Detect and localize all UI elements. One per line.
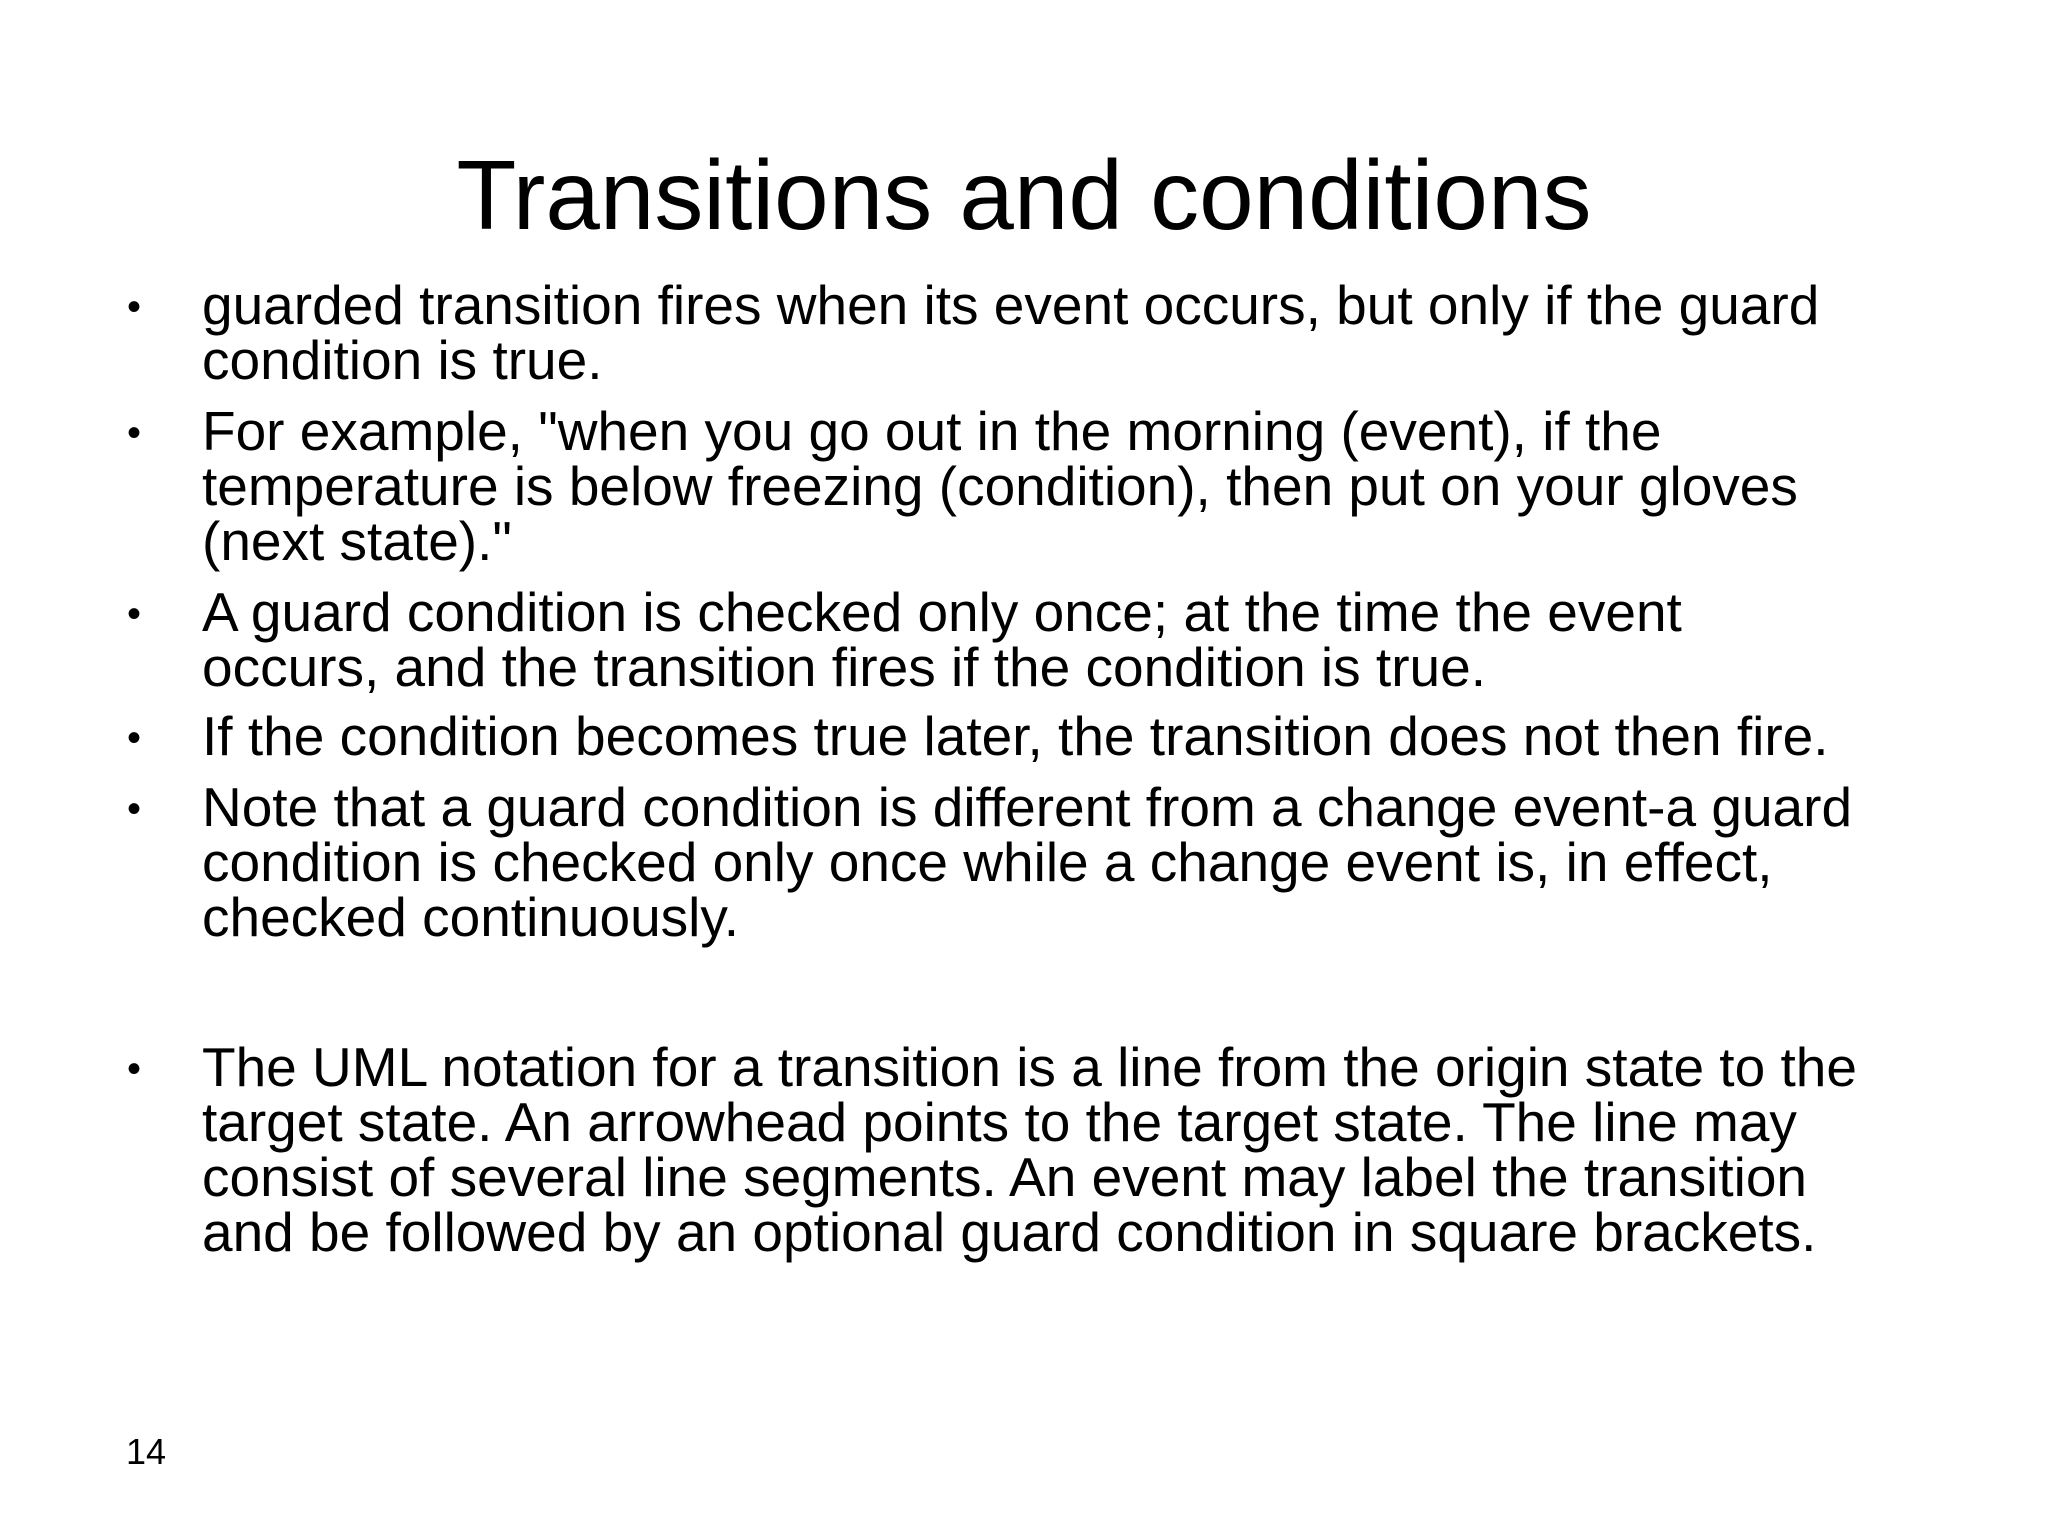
bullet-text: [202, 1036, 2002, 1263]
bullet-line: consist of several line segments. An event may label the transition: [202, 1146, 1808, 1208]
bullet-line: Note that a guard condition is different from a change event-a guard: [202, 776, 1853, 838]
bullet-text: [202, 581, 2002, 698]
bullet-line: condition is checked only once while a change event is, in effect,: [202, 831, 1773, 893]
bullet-line: A guard condition is checked only once; at the time the event: [202, 581, 1682, 643]
bullet-line: target state. An arrowhead points to the target state. The line may: [202, 1091, 1797, 1153]
bullet-line: guarded transition fires when its event occurs, but only if the guard: [202, 274, 1820, 336]
bullet-symbol: •: [127, 716, 142, 760]
bullet-text: [202, 705, 2002, 767]
bullet-symbol: •: [127, 1047, 142, 1091]
bullet-line: The UML notation for a transition is a line from the origin state to the: [202, 1036, 1857, 1098]
bullet-text: [202, 400, 2002, 572]
bullet-line: For example, "when you go out in the morning (event), if the: [202, 400, 1662, 462]
bullet-text: [202, 776, 2002, 948]
bullet-symbol: •: [127, 787, 142, 831]
bullet-line: temperature is below freezing (condition), then put on your gloves: [202, 455, 1798, 517]
bullet-text: [202, 274, 2002, 391]
bullet-line: occurs, and the transition fires if the condition is true.: [202, 636, 1486, 698]
bullet-symbol: •: [127, 411, 142, 455]
slide-number: 14: [126, 1431, 167, 1472]
bullet-symbol: •: [127, 285, 142, 329]
bullet-line: (next state).": [202, 510, 512, 572]
bullet-line: condition is true.: [202, 329, 603, 391]
bullet-line: and be followed by an optional guard condition in square brackets.: [202, 1201, 1817, 1263]
slide-title: Transitions and conditions: [456, 140, 1592, 250]
bullet-line: If the condition becomes true later, the transition does not then fire.: [202, 705, 1829, 767]
bullet-symbol: •: [127, 592, 142, 636]
bullet-line: checked continuously.: [202, 886, 740, 948]
